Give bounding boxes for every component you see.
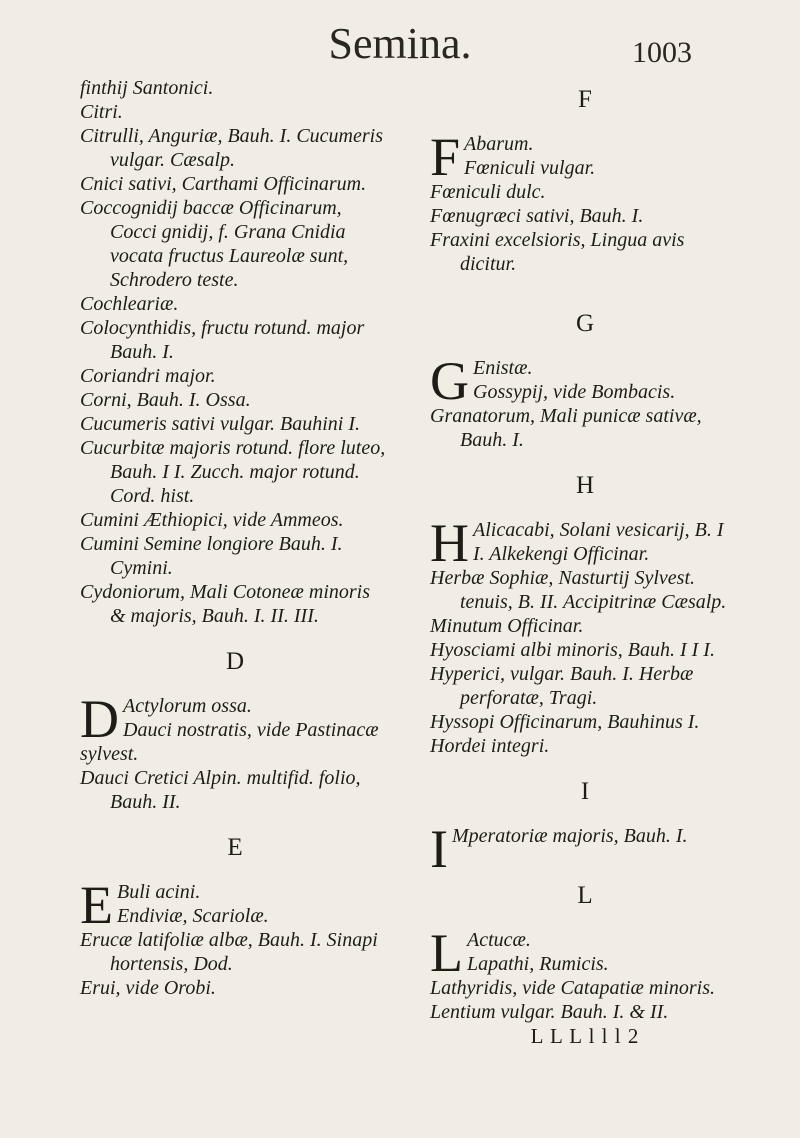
drop-cap: H <box>430 513 469 573</box>
section-d-lead <box>80 689 390 766</box>
entry: Lapathi, Rumicis. <box>467 953 609 975</box>
entry: Alicacabi, Solani vesicarij, B. I I. Alkekengi Officinar. <box>473 519 724 565</box>
entry: Cucurbitæ majoris rotund. flore luteo, Bauh. I I. Zucch. major rotund. Cord. hist. <box>80 437 386 507</box>
entry: Dauci Cretici Alpin. multifid. folio, Bauh. II. <box>80 767 361 813</box>
entry: Colocynthidis, fructu rotund. major Bauh. I. <box>80 317 365 363</box>
right-column <box>430 76 740 1049</box>
page-title: Semina. <box>328 19 472 68</box>
section-heading-d: D <box>225 648 245 675</box>
entry: Hyssopi Officinarum, Bauhinus I. <box>430 711 700 733</box>
section-heading-i: I <box>580 778 590 805</box>
section-g-lead <box>430 351 740 411</box>
entry: Coccognidij baccæ Officinarum, Cocci gnidij, f. Grana Cnidia vocata fructus Laureolæ sunt, Schrodero teste. <box>80 197 349 291</box>
entry: Minutum Officinar. <box>430 615 584 637</box>
entry: Cydoniorum, Mali Cotoneæ minoris & majoris, Bauh. I. II. III. <box>80 581 371 627</box>
entry: Erucæ latifoliæ albæ, Bauh. I. Sinapi hortensis, Dod. <box>80 929 378 975</box>
entry: Endiviæ, Scariolæ. <box>117 905 269 927</box>
section-heading-l: L <box>577 882 593 909</box>
section-heading-e: E <box>227 834 243 861</box>
entry: Abarum. <box>464 133 534 155</box>
entry: finthij Santonici. <box>80 77 214 99</box>
entry: Cumini Semine longiore Bauh. I. Cymini. <box>80 533 343 579</box>
section-heading-h: H <box>575 472 595 499</box>
signature-mark: L L L l l l 2 <box>530 1024 640 1048</box>
drop-cap: L <box>430 923 463 983</box>
entry: Fœniculi vulgar. <box>464 157 596 179</box>
drop-cap: G <box>430 351 469 411</box>
entry: Hyosciami albi minoris, Bauh. I I I. <box>430 639 715 661</box>
section-l-lead <box>430 923 740 983</box>
entry: Citrulli, Anguriæ, Bauh. I. Cucumeris vulgar. Cæsalp. <box>80 125 383 171</box>
entry: Hordei integri. <box>430 735 550 757</box>
entry: Cochleariæ. <box>80 293 179 315</box>
section-f-lead <box>430 127 740 187</box>
entry: Cumini Æthiopici, vide Ammeos. <box>80 509 344 531</box>
section-h-lead <box>430 513 740 573</box>
section-i-lead <box>430 819 740 879</box>
section-e-lead <box>80 875 390 935</box>
entry: Hyperici, vulgar. Bauh. I. Herbæ perforatæ, Tragi. <box>430 663 694 709</box>
entry: Lentium vulgar. Bauh. I. & II. <box>430 1001 669 1023</box>
entry: Mperatoriæ majoris, Bauh. I. <box>451 825 688 847</box>
entry: Herbæ Sophiæ, Nasturtij Sylvest. tenuis, B. II. Accipitrinæ Cæsalp. <box>430 567 727 613</box>
entry: Buli acini. <box>117 881 201 903</box>
entry: Granatorum, Mali punicæ sativæ, Bauh. I. <box>430 405 702 451</box>
entry: Coriandri major. <box>80 365 216 387</box>
section-heading-f: F <box>578 86 592 113</box>
entry: Actucæ. <box>467 929 531 951</box>
entry: Cucumeris sativi vulgar. Bauhini I. <box>80 413 360 435</box>
entry: Cnici sativi, Carthami Officinarum. <box>80 173 367 195</box>
section-heading-g: G <box>575 310 595 337</box>
entry: Corni, Bauh. I. Ossa. <box>80 389 251 411</box>
drop-cap: I <box>430 819 448 879</box>
entry: Fraxini excelsioris, Lingua avis dicitur. <box>430 229 685 275</box>
left-column <box>80 76 390 1000</box>
entry: Fœnugræci sativi, Bauh. I. <box>430 205 644 227</box>
entry: Erui, vide Orobi. <box>80 977 216 999</box>
entry: Dauci nostratis, vide Pastinacæ sylvest. <box>80 719 379 765</box>
entry: Lathyridis, vide Catapatiæ minoris. <box>430 977 716 999</box>
drop-cap: E <box>80 875 113 935</box>
page-number: 1003 <box>632 36 692 69</box>
entry: Enistæ. <box>473 357 533 379</box>
entry: Citri. <box>80 101 123 123</box>
drop-cap: D <box>80 689 119 749</box>
entry: Actylorum ossa. <box>123 695 252 717</box>
entry: Fœniculi dulc. <box>430 181 546 203</box>
drop-cap: F <box>430 127 461 187</box>
entry: Gossypij, vide Bombacis. <box>473 381 676 403</box>
